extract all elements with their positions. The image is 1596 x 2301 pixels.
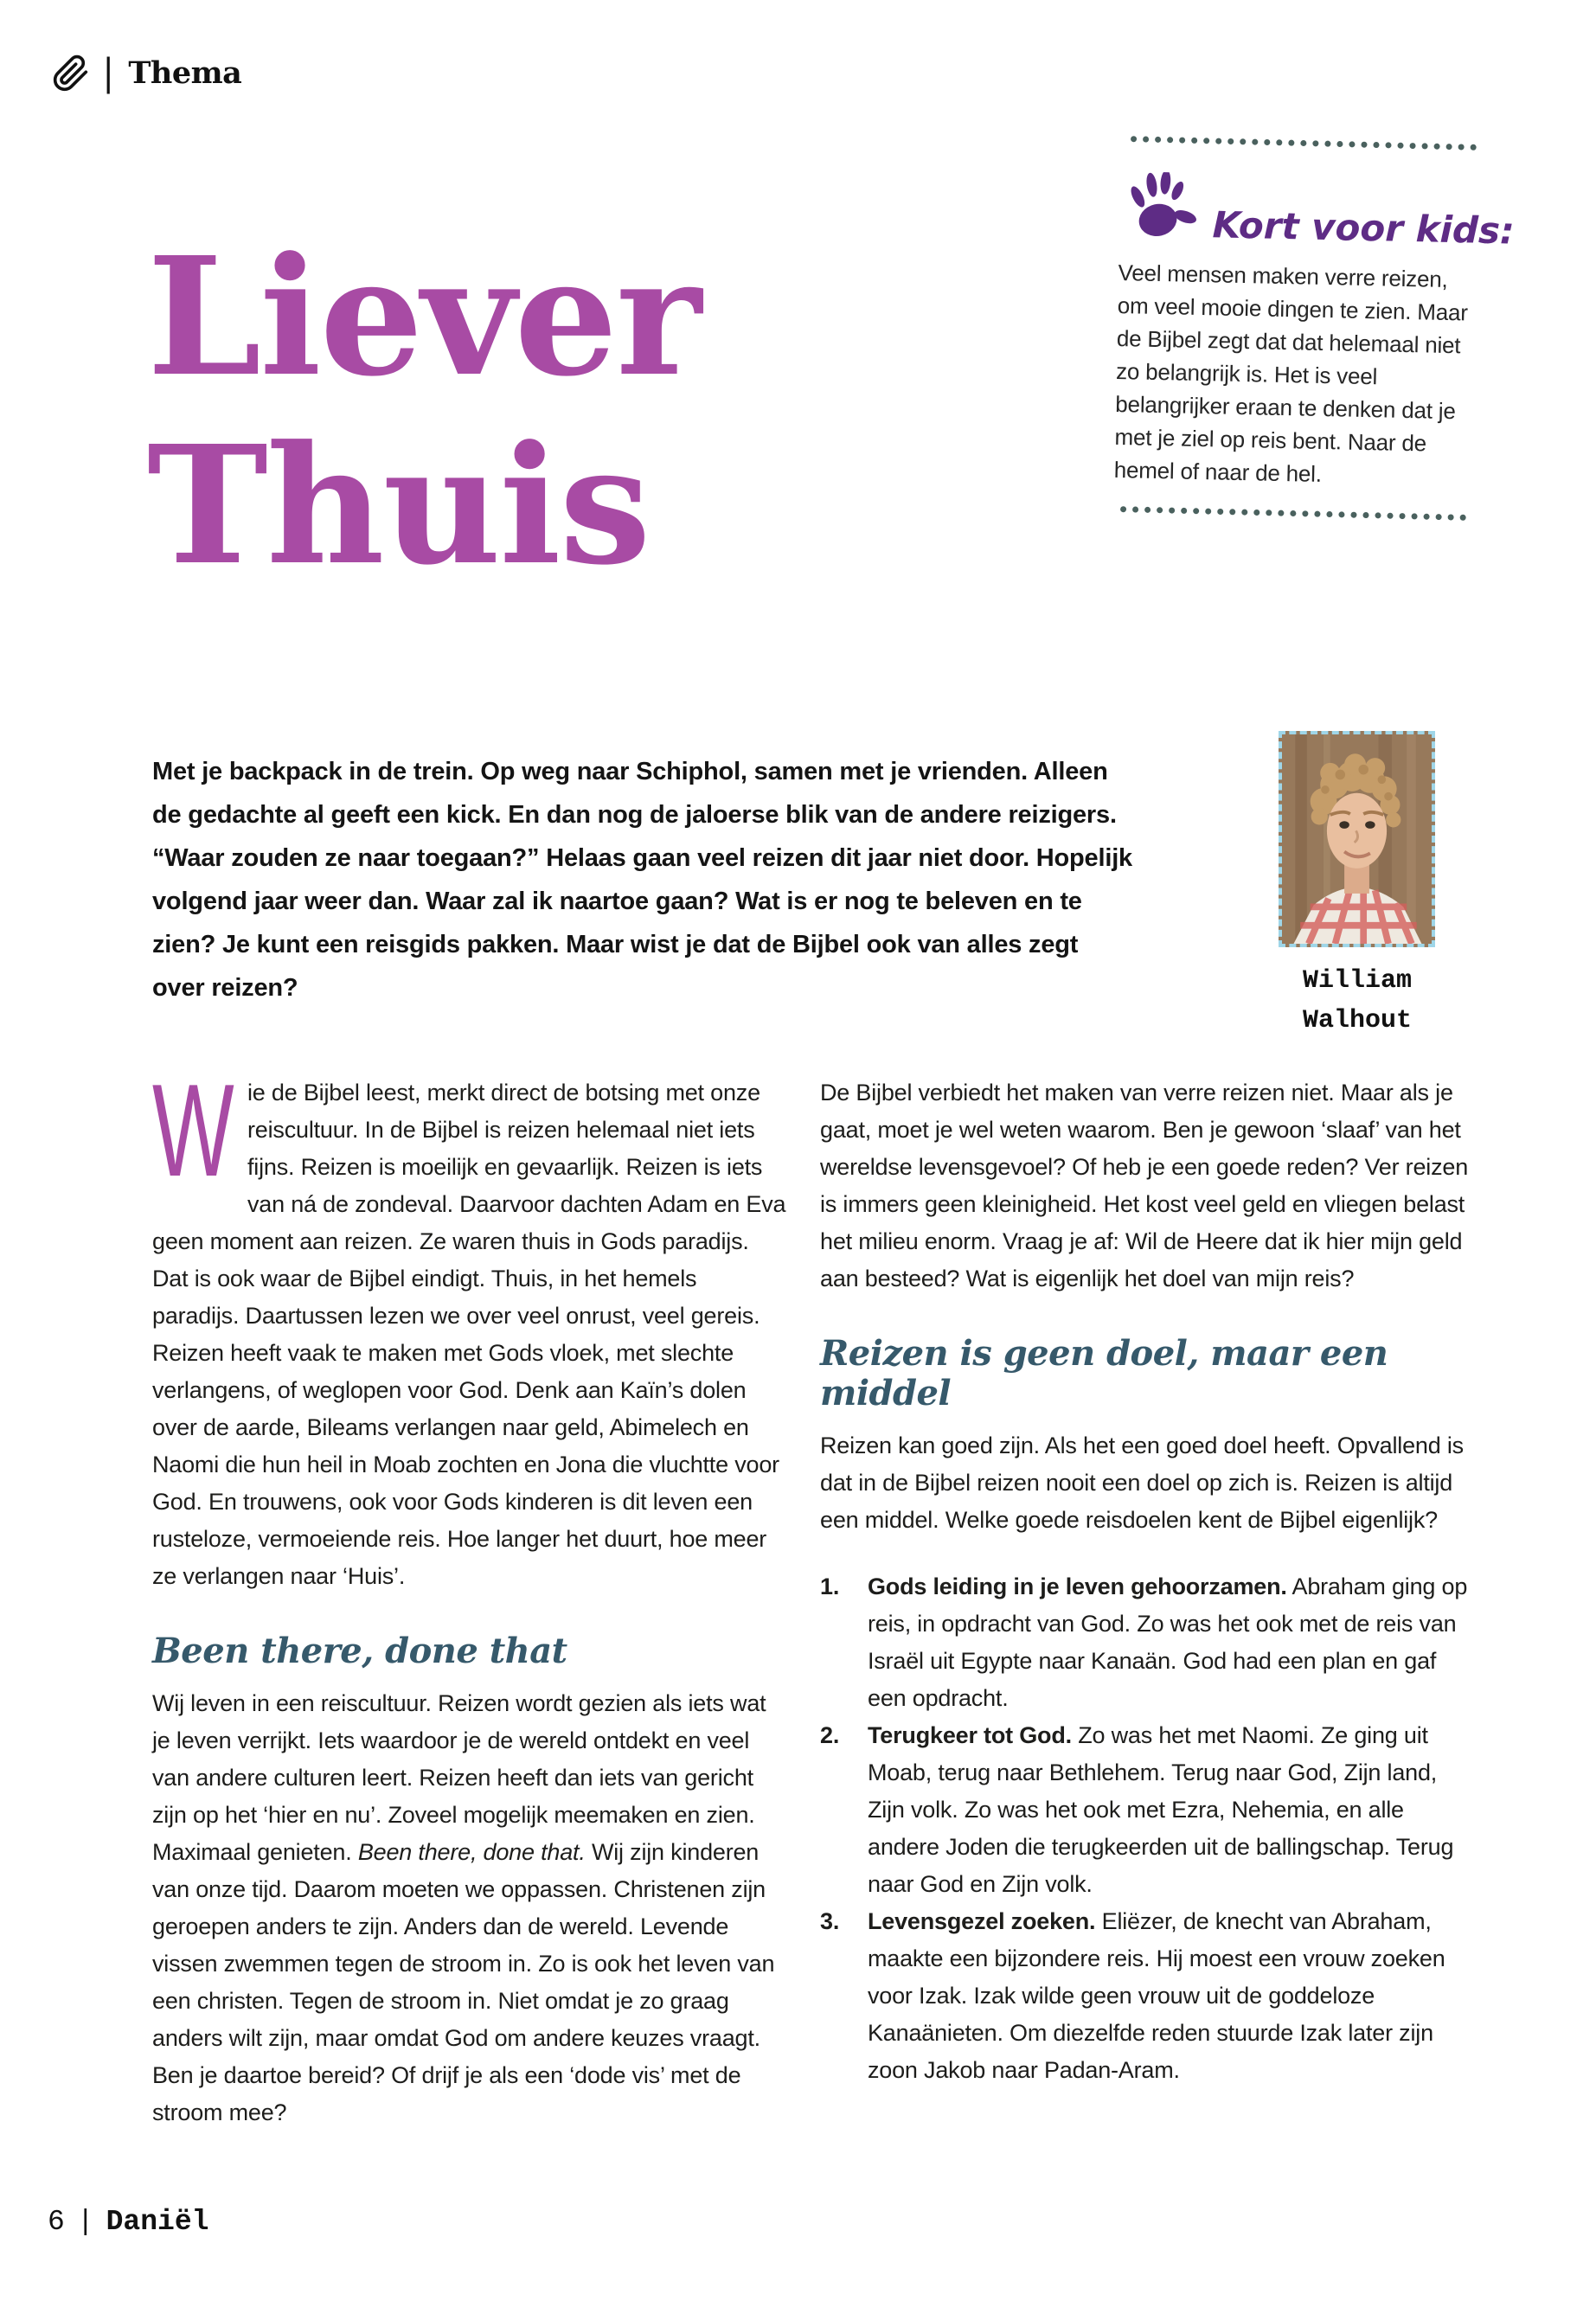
list-item-2 bbox=[820, 1717, 1477, 1903]
list-item-2-text: Terugkeer tot God. Zo was het met Naomi. Ze ging uit Moab, terug naar Bethlehem. Terug naar God, Zijn land, Zijn volk. Zo was het ook met Ezra, Nehemia, en alle andere Joden die terugkeerden uit de ballingschap. Terug naar God en Zijn volk. bbox=[868, 1722, 1454, 1897]
kids-title-row bbox=[1118, 171, 1516, 257]
page-footer bbox=[48, 2206, 208, 2238]
list-item-1 bbox=[820, 1568, 1477, 1717]
list-item-1-text: Gods leiding in je leven gehoorzamen. Abraham ging op reis, in opdracht van God. Zo was het ook met de reis van Israël uit Egypte naar Kanaän. God had een plan en gaf een opdracht. bbox=[868, 1574, 1468, 1711]
kids-callout-text: Veel mensen maken verre reizen, om veel mooie dingen te zien. Maar de Bijbel zegt dat dat helemaal niet zo belangrijk is. Het is veel belangrijker eraan te denken dat je met je ziel op reis bent. Naar de hemel of naar de hel. bbox=[1113, 259, 1469, 487]
page-number: 6 bbox=[48, 2206, 65, 2238]
dotted-divider-bottom bbox=[1120, 506, 1466, 521]
page-header bbox=[52, 50, 242, 95]
author-photo-card bbox=[1279, 731, 1439, 1041]
dropcap-w: W bbox=[152, 1057, 234, 1204]
list-item-3-number: 3. bbox=[820, 1908, 840, 1934]
footer-separator: | bbox=[76, 2206, 94, 2238]
paragraph-2-italic: Been there, done that. bbox=[357, 1839, 586, 1865]
header-separator: | bbox=[104, 50, 113, 95]
handprint-icon bbox=[1124, 171, 1202, 251]
paragraph-4: Reizen kan goed zijn. Als het een goed doel heeft. Opvallend is dat in de Bijbel reizen nooit een doel op zich is. Reizen is altijd een middel. Welke goede reisdoelen kent de Bijbel eigenlijk? bbox=[820, 1433, 1464, 1533]
magazine-name: Daniël bbox=[106, 2206, 209, 2238]
paperclip-icon bbox=[52, 54, 90, 93]
article-title-line1: Liever bbox=[147, 221, 701, 413]
kids-callout-content bbox=[1113, 171, 1516, 494]
paragraph-2-part-b: Wij zijn kinderen van onze tijd. Daarom moeten we oppassen. Christenen zijn geroepen anders te zijn. Anders dan de wereld. Levende vissen zwemmen tegen de stroom in. Zo is ook het leven van een christen. Tegen de stroom in. Niet omdat je zo graag anders wilt zijn, maar omdat God om andere keuzes vraagt. Ben je daartoe bereid? Of drijf je als een ‘dode vis’ met de stroom mee? bbox=[152, 1839, 775, 2125]
article-column-left bbox=[152, 1057, 788, 2131]
author-name-line1: William bbox=[1303, 966, 1413, 996]
section-label: Thema bbox=[128, 55, 242, 91]
author-photo bbox=[1279, 731, 1435, 947]
article-title bbox=[147, 223, 700, 600]
paragraph-2 bbox=[152, 1685, 788, 2131]
author-name-line2: Walhout bbox=[1303, 1006, 1413, 1035]
article-title-line2: Thuis bbox=[147, 410, 650, 601]
paragraph-2-part-a: Wij leven in een reiscultuur. Reizen wordt gezien als iets wat je leven verrijkt. Iets waardoor je de wereld ontdekt en veel van andere culturen leert. Reizen heeft dan iets van gericht zijn op het ‘hier en nu’. Zoveel mogelijk meemaken en zien. Maximaal genieten. bbox=[152, 1690, 766, 1865]
kids-callout-title: Kort voor kids: bbox=[1212, 203, 1516, 253]
paragraph-3: De Bijbel verbiedt het maken van verre reizen niet. Maar als je gaat, moet je wel weten waarom. Ben je gewoon ‘slaaf’ van het wereldse levensgevoel? Of heb je een goede reden? Ver reizen is immers geen kleinigheid. Het kost veel geld en vliegen belast het milieu enorm. Vraag je af: Wil de Heere dat ik hier mijn geld aan besteed? Wat is eigenlijk het doel van mijn reis? bbox=[820, 1080, 1469, 1292]
list-item-2-number: 2. bbox=[820, 1722, 840, 1748]
list-item-3-text: Levensgezel zoeken. Eliëzer, de knecht van Abraham, maakte een bijzondere reis. Hij moest een vrouw zoeken voor Izak. Izak wilde geen vrouw uit de goddeloze Kanaänieten. Om diezelfde reden stuurde Izak later zijn zoon Jakob naar Padan-Aram. bbox=[868, 1908, 1445, 2083]
list-item-3 bbox=[820, 1903, 1477, 2089]
article-column-right bbox=[820, 1074, 1477, 2089]
paragraph-1 bbox=[152, 1057, 788, 1595]
list-item-1-number: 1. bbox=[820, 1574, 840, 1599]
paragraph-1-text: ie de Bijbel leest, merkt direct de botsing met onze reiscultuur. In de Bijbel is reizen helemaal niet iets fijns. Reizen is moeilijk en gevaarlijk. Reizen is iets van ná de zondeval. Daarvoor dachten Adam en Eva geen moment aan reizen. Ze waren thuis in Gods paradijs. Dat is ook waar de Bijbel eindigt. Thuis, in het hemels paradijs. Daartussen lezen we over veel onrust, veel gereis. Reizen heeft vaak te maken met Gods vloek, met slechte verlangens, of weglopen voor God. Denk aan Kaïn’s dolen over de aarde, Bileams verlangen naar geld, Abimelech en Naomi die hun heil in Moab zochten en Jona die vluchtte voor God. En trouwens, ook voor Gods kinderen is dit leven een rusteloze, vermoeiende reis. Hoe langer het duurt, hoe meer ze verlangen naar ‘Huis’. bbox=[152, 1080, 786, 1589]
dotted-divider-top bbox=[1131, 136, 1477, 151]
article-intro: Met je backpack in de trein. Op weg naar Schiphol, samen met je vrienden. Alleen de gedachte al geeft een kick. En dan nog de jaloerse blik van de andere reizigers. “Waar zouden ze naar toegaan?” Helaas gaan veel reizen dit jaar niet door. Hopelijk volgend jaar weer dan. Waar zal ik naartoe gaan? Wat is er nog te beleven en te zien? Je kunt een reisgids pakken. Maar wist je dat de Bijbel ook van alles zegt over reizen? bbox=[152, 758, 1132, 1002]
author-name bbox=[1303, 961, 1439, 1041]
subheading-reizen-middel: Reizen is geen doel, maar een middel bbox=[820, 1333, 1388, 1413]
travel-goals-list bbox=[820, 1568, 1477, 2089]
subheading-been-there: Been there, done that bbox=[152, 1631, 567, 1671]
